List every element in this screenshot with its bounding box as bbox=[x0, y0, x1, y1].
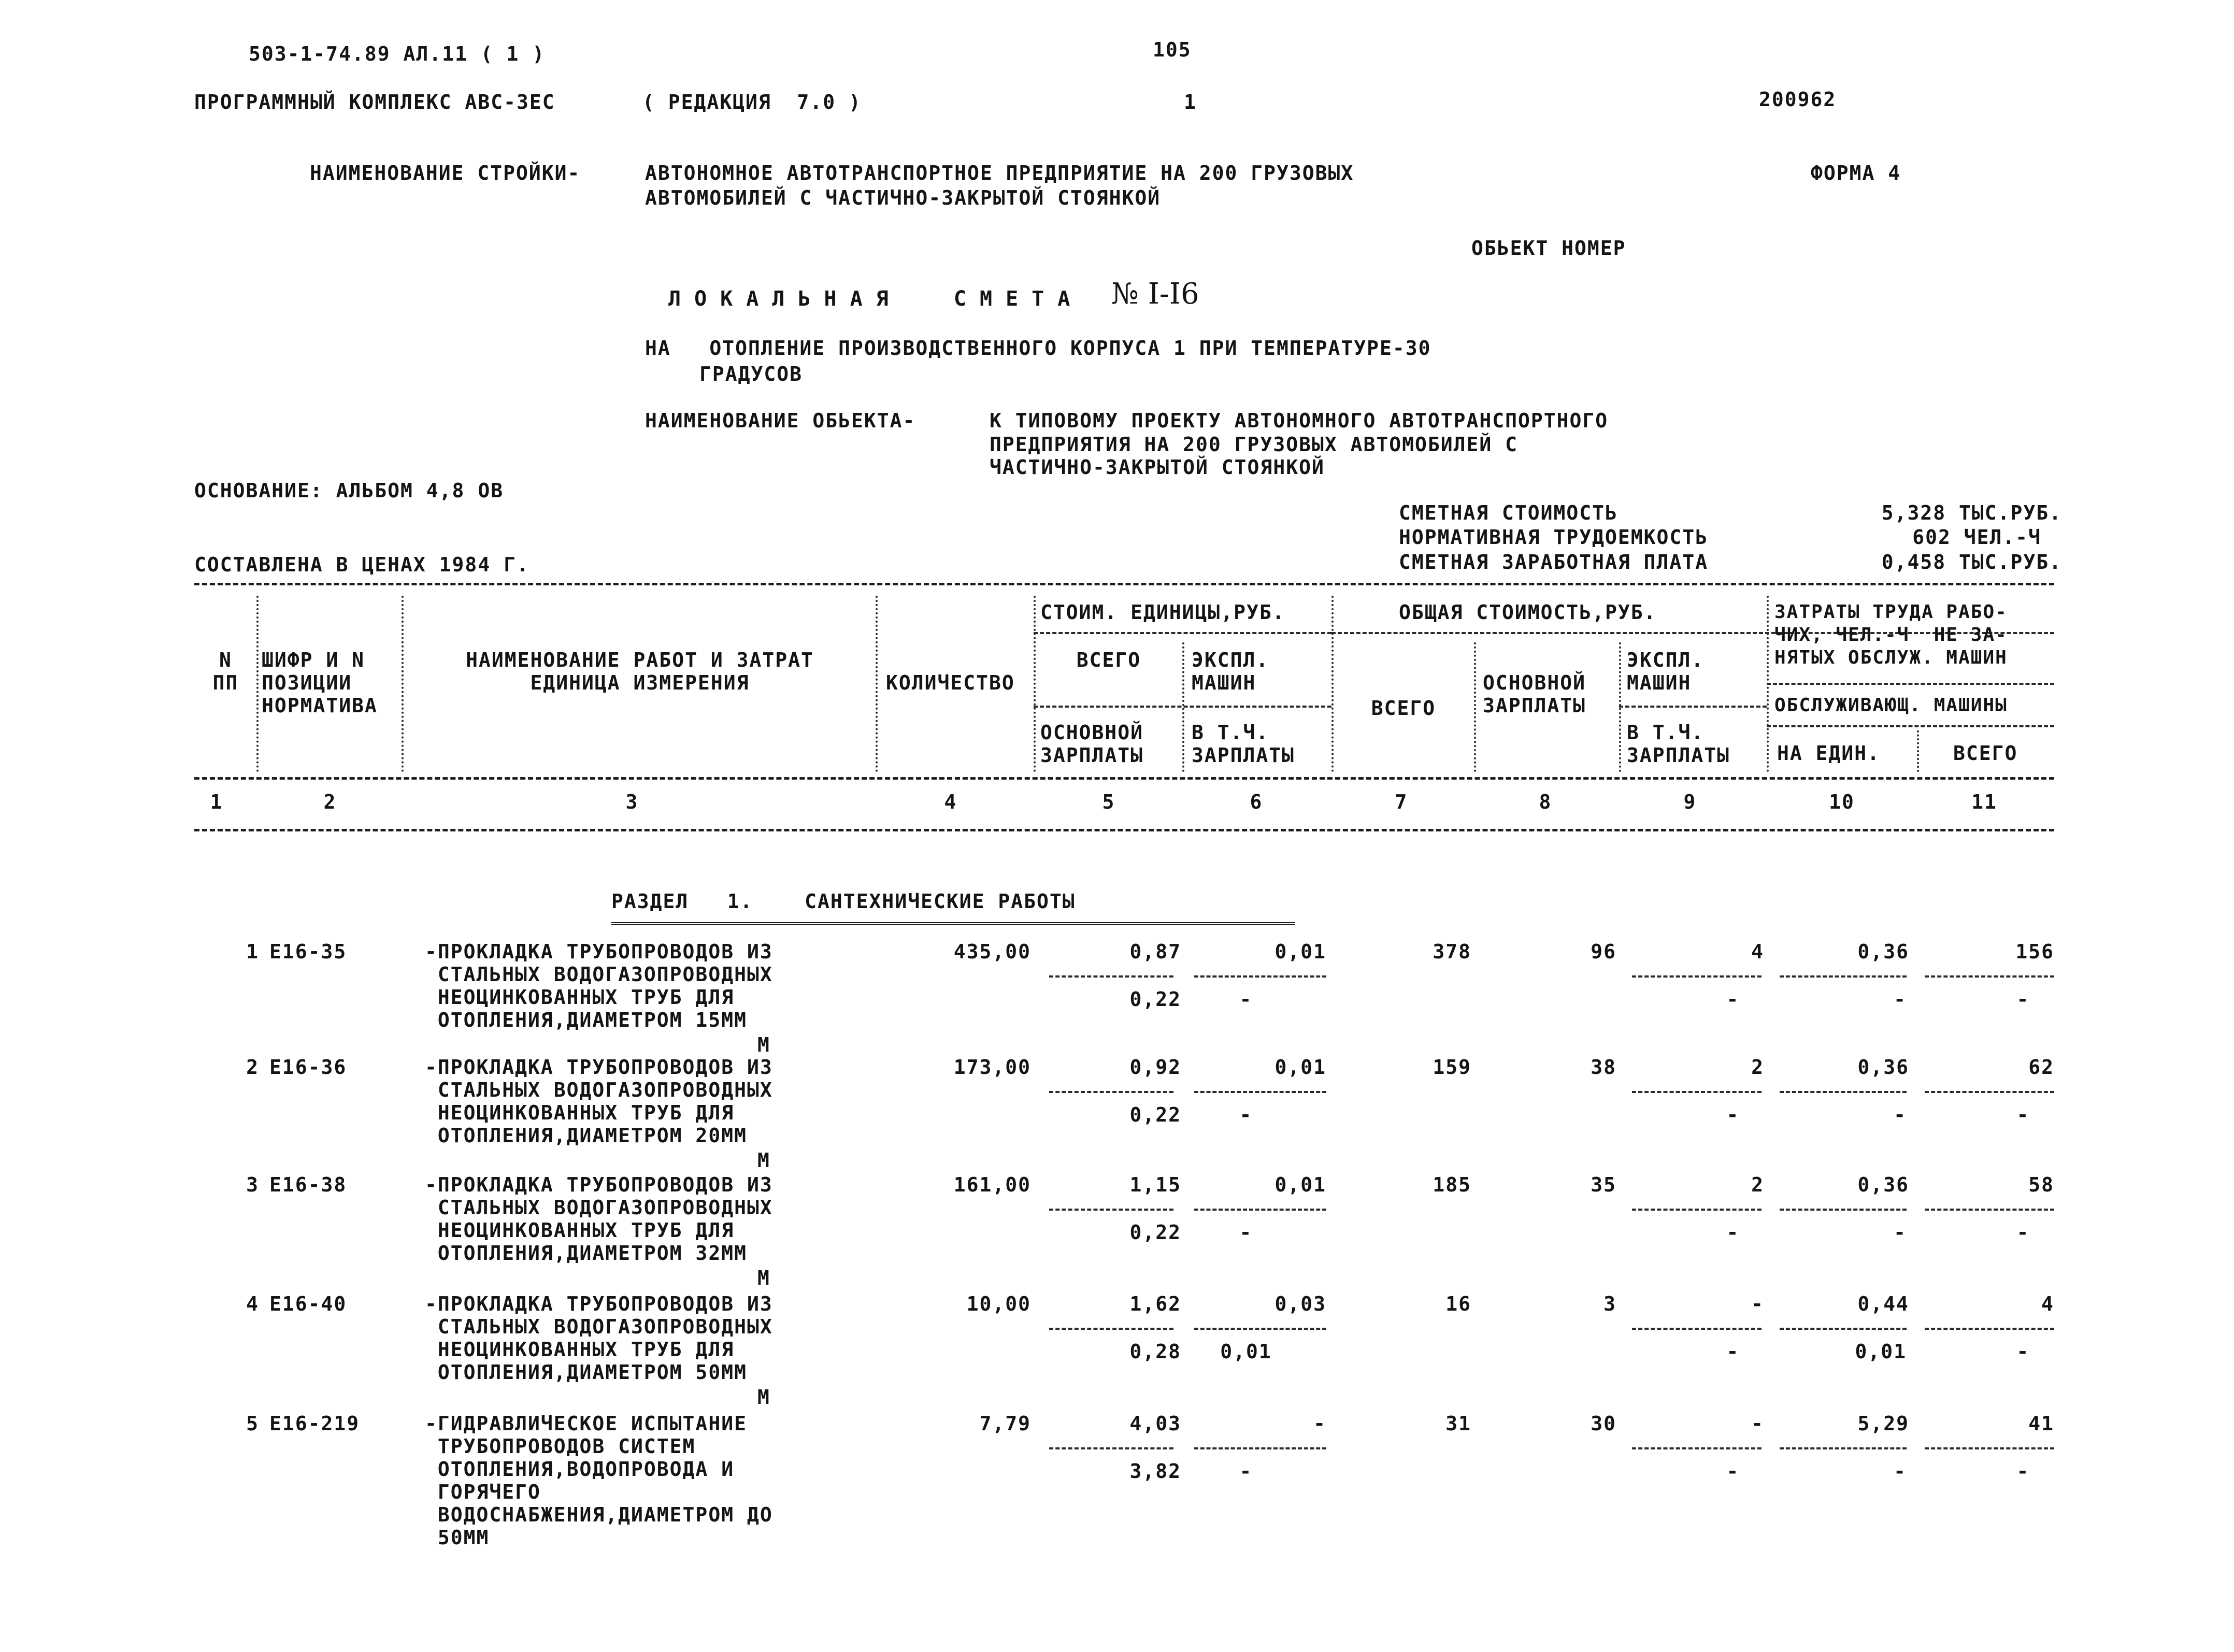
column-number: 7 bbox=[1395, 791, 1408, 813]
row-labor-total: 62 bbox=[2028, 1056, 2054, 1079]
row-unit: М bbox=[757, 1267, 770, 1289]
row-labor-total: 41 bbox=[2028, 1412, 2054, 1435]
row-total-incl-wage: - bbox=[1726, 1103, 1740, 1126]
row-unit-total: 0,87 bbox=[1129, 940, 1181, 963]
row-name: -ПРОКЛАДКА ТРУБОПРОВОДОВ ИЗ СТАЛЬНЫХ ВОДОГАЗОПРОВОДНЫХ НЕОЦИНКОВАННЫХ ТРУБ ДЛЯ ОТОПЛЕНИЯ,ДИАМЕТРОМ 20ММ bbox=[425, 1056, 773, 1147]
column-separator bbox=[1034, 596, 1036, 772]
row-total-incl-wage: - bbox=[1726, 1221, 1740, 1244]
row-unit-incl-wage: - bbox=[1239, 988, 1253, 1011]
col-header-total-incl-wage: В Т.Ч. ЗАРПЛАТЫ bbox=[1627, 721, 1730, 767]
cell-divider bbox=[1194, 1091, 1326, 1093]
row-total-all: 31 bbox=[1445, 1412, 1471, 1435]
summary-label-labor: НОРМАТИВНАЯ ТРУДОЕМКОСТЬ bbox=[1399, 526, 1709, 549]
row-unit-incl-wage: - bbox=[1239, 1221, 1253, 1244]
col-header-number: N ПП bbox=[212, 649, 239, 694]
column-separator bbox=[402, 596, 404, 772]
row-quantity: 7,79 bbox=[979, 1412, 1031, 1435]
summary-value-cost: 5,328 ТЫС.РУБ. bbox=[1881, 501, 2062, 524]
row-labor-unit: 0,36 bbox=[1857, 1173, 1909, 1196]
program-edition: ( РЕДАКЦИЯ 7.0 ) bbox=[642, 91, 862, 113]
col-header-quantity: КОЛИЧЕСТВО bbox=[886, 671, 1015, 694]
row-unit-machines: 0,01 bbox=[1274, 1173, 1326, 1196]
col-header-labor-unit: НА ЕДИН. bbox=[1777, 742, 1881, 765]
estimate-number: № I-I6 bbox=[1111, 277, 1199, 311]
row-total-all: 378 bbox=[1433, 940, 1471, 963]
column-number: 5 bbox=[1102, 791, 1115, 813]
cell-divider bbox=[1632, 1447, 1762, 1449]
row-labor-unit: 0,36 bbox=[1857, 1056, 1909, 1079]
section-title: РАЗДЕЛ 1. САНТЕХНИЧЕСКИЕ РАБОТЫ bbox=[611, 890, 1076, 913]
column-number: 8 bbox=[1539, 791, 1552, 813]
row-unit-machines: - bbox=[1313, 1412, 1326, 1435]
col-header-name: НАИМЕНОВАНИЕ РАБОТ И ЗАТРАТ ЕДИНИЦА ИЗМЕРЕНИЯ bbox=[466, 649, 814, 694]
row-unit-total: 4,03 bbox=[1129, 1412, 1181, 1435]
row-unit-machines: 0,01 bbox=[1274, 940, 1326, 963]
cell-divider bbox=[1925, 1209, 2054, 1211]
basis-text: ОСНОВАНИЕ: АЛЬБОМ 4,8 ОВ bbox=[194, 479, 504, 502]
cell-divider bbox=[1925, 975, 2054, 978]
row-labor-total-serv: - bbox=[2016, 988, 2030, 1011]
construction-name-line-1: АВТОНОМНОЕ АВТОТРАНСПОРТНОЕ ПРЕДПРИЯТИЕ НА 200 ГРУЗОВЫХ bbox=[645, 162, 1354, 184]
col-header-code: ШИФР И N ПОЗИЦИИ НОРМАТИВА bbox=[262, 649, 378, 717]
col-header-total-machines: ЭКСПЛ. МАШИН bbox=[1627, 649, 1705, 694]
row-quantity: 435,00 bbox=[953, 940, 1031, 963]
row-labor-unit: 0,36 bbox=[1857, 940, 1909, 963]
row-quantity: 10,00 bbox=[966, 1292, 1031, 1315]
col-header-labor-total: ВСЕГО bbox=[1953, 742, 2018, 765]
row-total-machines: 2 bbox=[1751, 1173, 1764, 1196]
row-unit: М bbox=[757, 1033, 770, 1056]
row-labor-unit: 0,44 bbox=[1857, 1292, 1909, 1315]
cell-divider bbox=[1780, 1091, 1907, 1093]
cell-divider bbox=[1780, 975, 1907, 978]
row-labor-unit-serv: - bbox=[1894, 988, 1907, 1011]
cell-divider bbox=[1194, 1209, 1326, 1211]
row-name: -ПРОКЛАДКА ТРУБОПРОВОДОВ ИЗ СТАЛЬНЫХ ВОДОГАЗОПРОВОДНЫХ НЕОЦИНКОВАННЫХ ТРУБ ДЛЯ ОТОПЛЕНИЯ,ДИАМЕТРОМ 32ММ bbox=[425, 1173, 773, 1265]
row-unit-wage: 0,22 bbox=[1129, 1221, 1181, 1244]
header-sub-rule bbox=[1034, 706, 1331, 708]
header-sub-rule bbox=[1034, 632, 1331, 634]
cell-divider bbox=[1925, 1091, 2054, 1093]
row-name: -ПРОКЛАДКА ТРУБОПРОВОДОВ ИЗ СТАЛЬНЫХ ВОДОГАЗОПРОВОДНЫХ НЕОЦИНКОВАННЫХ ТРУБ ДЛЯ ОТОПЛЕНИЯ,ДИАМЕТРОМ 15ММ bbox=[425, 940, 773, 1031]
col-header-unit-cost: СТОИМ. ЕДИНИЦЫ,РУБ. bbox=[1040, 601, 1285, 624]
row-number: 5 bbox=[246, 1412, 259, 1435]
row-labor-unit: 5,29 bbox=[1857, 1412, 1909, 1435]
row-total-incl-wage: - bbox=[1726, 1340, 1740, 1363]
column-separator bbox=[1917, 730, 1919, 772]
form-label: ФОРМА 4 bbox=[1811, 162, 1901, 184]
col-header-labor: ЗАТРАТЫ ТРУДА РАБО- ЧИХ, ЧЕЛ.-Ч НЕ ЗА- НЯТЫХ ОБСЛУЖ. МАШИН bbox=[1774, 601, 2008, 668]
cell-divider bbox=[1194, 1447, 1326, 1449]
document-id: 200962 bbox=[1759, 88, 1837, 111]
row-unit-wage: 3,82 bbox=[1129, 1460, 1181, 1483]
column-separator bbox=[1331, 596, 1334, 772]
row-total-incl-wage: - bbox=[1726, 1460, 1740, 1483]
object-label: НАИМЕНОВАНИЕ ОБЬЕКТА- bbox=[645, 409, 916, 432]
row-unit-wage: 0,28 bbox=[1129, 1340, 1181, 1363]
row-unit-incl-wage: - bbox=[1239, 1460, 1253, 1483]
row-unit-incl-wage: - bbox=[1239, 1103, 1253, 1126]
construction-name-line-2: АВТОМОБИЛЕЙ С ЧАСТИЧНО-ЗАКРЫТОЙ СТОЯНКОЙ bbox=[645, 186, 1161, 209]
row-unit: М bbox=[757, 1149, 770, 1172]
construction-label: НАИМЕНОВАНИЕ СТРОЙКИ- bbox=[310, 162, 581, 184]
row-quantity: 161,00 bbox=[953, 1173, 1031, 1196]
col-header-labor-serv: ОБСЛУЖИВАЮЩ. МАШИНЫ bbox=[1774, 695, 2008, 716]
cell-divider bbox=[1632, 1328, 1762, 1330]
col-header-unit-total: ВСЕГО bbox=[1076, 649, 1141, 671]
row-labor-unit-serv: - bbox=[1894, 1460, 1907, 1483]
row-number: 4 bbox=[246, 1292, 259, 1315]
row-unit-wage: 0,22 bbox=[1129, 1103, 1181, 1126]
cell-divider bbox=[1194, 1328, 1326, 1330]
row-unit-total: 1,62 bbox=[1129, 1292, 1181, 1315]
column-number: 2 bbox=[323, 791, 337, 813]
cell-divider bbox=[1049, 1447, 1173, 1449]
cell-divider bbox=[1780, 1328, 1907, 1330]
row-code: Е16-38 bbox=[269, 1173, 347, 1196]
summary-value-wage: 0,458 ТЫС.РУБ. bbox=[1881, 551, 2062, 573]
header-bottom-rule bbox=[194, 777, 2054, 780]
row-labor-unit-serv: - bbox=[1894, 1103, 1907, 1126]
row-unit-total: 0,92 bbox=[1129, 1056, 1181, 1079]
row-total-wage: 3 bbox=[1603, 1292, 1616, 1315]
estimate-title: ЛОКАЛЬНАЯ СМЕТА bbox=[668, 287, 1084, 311]
row-code: Е16-40 bbox=[269, 1292, 347, 1315]
row-total-wage: 96 bbox=[1591, 940, 1616, 963]
row-unit-incl-wage: 0,01 bbox=[1220, 1340, 1272, 1363]
table-top-rule bbox=[194, 583, 2054, 585]
column-separator bbox=[256, 596, 259, 772]
cell-divider bbox=[1049, 1091, 1173, 1093]
cell-divider bbox=[1925, 1328, 2054, 1330]
row-total-incl-wage: - bbox=[1726, 988, 1740, 1011]
sheet-number: 1 bbox=[1184, 91, 1197, 113]
row-total-all: 16 bbox=[1445, 1292, 1471, 1315]
row-labor-unit-serv: 0,01 bbox=[1855, 1340, 1907, 1363]
cell-divider bbox=[1049, 975, 1173, 978]
object-name-line-1: К ТИПОВОМУ ПРОЕКТУ АВТОНОМНОГО АВТОТРАНСПОРТНОГО bbox=[990, 409, 1609, 432]
row-unit-total: 1,15 bbox=[1129, 1173, 1181, 1196]
header-sub-rule bbox=[1767, 683, 2054, 685]
column-number: 11 bbox=[1971, 791, 1997, 813]
page-number: 105 bbox=[1153, 38, 1192, 61]
col-header-total-wage: ОСНОВНОЙ ЗАРПЛАТЫ bbox=[1483, 671, 1586, 717]
row-total-all: 185 bbox=[1433, 1173, 1471, 1196]
prices-basis-text: СОСТАВЛЕНА В ЦЕНАХ 1984 Г. bbox=[194, 553, 529, 576]
row-quantity: 173,00 bbox=[953, 1056, 1031, 1079]
row-labor-total: 4 bbox=[2041, 1292, 2054, 1315]
row-total-wage: 38 bbox=[1591, 1056, 1616, 1079]
row-number: 1 bbox=[246, 940, 259, 963]
row-total-wage: 35 bbox=[1591, 1173, 1616, 1196]
row-name: -ПРОКЛАДКА ТРУБОПРОВОДОВ ИЗ СТАЛЬНЫХ ВОДОГАЗОПРОВОДНЫХ НЕОЦИНКОВАННЫХ ТРУБ ДЛЯ ОТОПЛЕНИЯ,ДИАМЕТРОМ 50ММ bbox=[425, 1292, 773, 1384]
cell-divider bbox=[1632, 1209, 1762, 1211]
column-number: 6 bbox=[1250, 791, 1263, 813]
column-separator bbox=[1474, 642, 1476, 772]
row-labor-total-serv: - bbox=[2016, 1460, 2030, 1483]
row-name: -ГИДРАВЛИЧЕСКОЕ ИСПЫТАНИЕ ТРУБОПРОВОДОВ СИСТЕМ ОТОПЛЕНИЯ,ВОДОПРОВОДА И ГОРЯЧЕГО ВОДОСНАБЖЕНИЯ,ДИАМЕТРОМ ДО 50ММ bbox=[425, 1412, 773, 1549]
row-total-machines: 2 bbox=[1751, 1056, 1764, 1079]
col-header-unit-wage: ОСНОВНОЙ ЗАРПЛАТЫ bbox=[1040, 721, 1144, 767]
row-total-machines: - bbox=[1751, 1412, 1764, 1435]
column-number: 4 bbox=[944, 791, 957, 813]
cell-divider bbox=[1632, 1091, 1762, 1093]
row-total-machines: 4 bbox=[1751, 940, 1764, 963]
estimate-subject-line-1: НА ОТОПЛЕНИЕ ПРОИЗВОДСТВЕННОГО КОРПУСА 1 ПРИ ТЕМПЕРАТУРЕ-30 bbox=[645, 337, 1431, 360]
col-header-total-cost: ОБЩАЯ СТОИМОСТЬ,РУБ. bbox=[1399, 601, 1657, 624]
object-name-line-2: ПРЕДПРИЯТИЯ НА 200 ГРУЗОВЫХ АВТОМОБИЛЕЙ С bbox=[990, 433, 1518, 456]
column-number: 1 bbox=[210, 791, 223, 813]
row-code: Е16-35 bbox=[269, 940, 347, 963]
col-header-unit-machines: ЭКСПЛ. МАШИН bbox=[1192, 649, 1269, 694]
row-unit-machines: 0,01 bbox=[1274, 1056, 1326, 1079]
row-labor-total: 58 bbox=[2028, 1173, 2054, 1196]
row-labor-total-serv: - bbox=[2016, 1221, 2030, 1244]
row-code: Е16-36 bbox=[269, 1056, 347, 1079]
column-numbers-rule bbox=[194, 829, 2054, 831]
summary-label-cost: СМЕТНАЯ СТОИМОСТЬ bbox=[1399, 501, 1618, 524]
row-unit-wage: 0,22 bbox=[1129, 988, 1181, 1011]
column-number: 10 bbox=[1829, 791, 1855, 813]
row-number: 3 bbox=[246, 1173, 259, 1196]
row-labor-total-serv: - bbox=[2016, 1103, 2030, 1126]
col-header-unit-incl-wage: В Т.Ч. ЗАРПЛАТЫ bbox=[1192, 721, 1295, 767]
summary-label-wage: СМЕТНАЯ ЗАРАБОТНАЯ ПЛАТА bbox=[1399, 551, 1709, 573]
row-total-wage: 30 bbox=[1591, 1412, 1616, 1435]
summary-value-labor: 602 ЧЕЛ.-Ч bbox=[1912, 526, 2041, 549]
row-total-all: 159 bbox=[1433, 1056, 1471, 1079]
program-name: ПРОГРАММНЫЙ КОМПЛЕКС АВС-3ЕС bbox=[194, 91, 555, 113]
row-code: Е16-219 bbox=[269, 1412, 360, 1435]
object-name-line-3: ЧАСТИЧНО-ЗАКРЫТОЙ СТОЯНКОЙ bbox=[990, 456, 1325, 479]
header-sub-rule bbox=[1619, 706, 1767, 708]
row-unit: М bbox=[757, 1386, 770, 1409]
column-separator bbox=[876, 596, 878, 772]
cell-divider bbox=[1780, 1447, 1907, 1449]
cell-divider bbox=[1780, 1209, 1907, 1211]
document-code: 503-1-74.89 АЛ.11 ( 1 ) bbox=[249, 42, 546, 65]
column-number: 9 bbox=[1683, 791, 1697, 813]
cell-divider bbox=[1194, 975, 1326, 978]
cell-divider bbox=[1925, 1447, 2054, 1449]
row-labor-unit-serv: - bbox=[1894, 1221, 1907, 1244]
row-labor-total: 156 bbox=[2015, 940, 2054, 963]
row-unit-machines: 0,03 bbox=[1274, 1292, 1326, 1315]
row-total-machines: - bbox=[1751, 1292, 1764, 1315]
row-number: 2 bbox=[246, 1056, 259, 1079]
cell-divider bbox=[1049, 1328, 1173, 1330]
object-number-label: ОБЬЕКТ НОМЕР bbox=[1471, 237, 1626, 260]
cell-divider bbox=[1049, 1209, 1173, 1211]
col-header-total-all: ВСЕГО bbox=[1371, 697, 1436, 720]
cell-divider bbox=[1632, 975, 1762, 978]
row-labor-total-serv: - bbox=[2016, 1340, 2030, 1363]
section-title-underline bbox=[611, 922, 1295, 925]
header-sub-rule bbox=[1767, 725, 2054, 727]
estimate-subject-line-2: ГРАДУСОВ bbox=[699, 363, 803, 385]
column-number: 3 bbox=[625, 791, 639, 813]
